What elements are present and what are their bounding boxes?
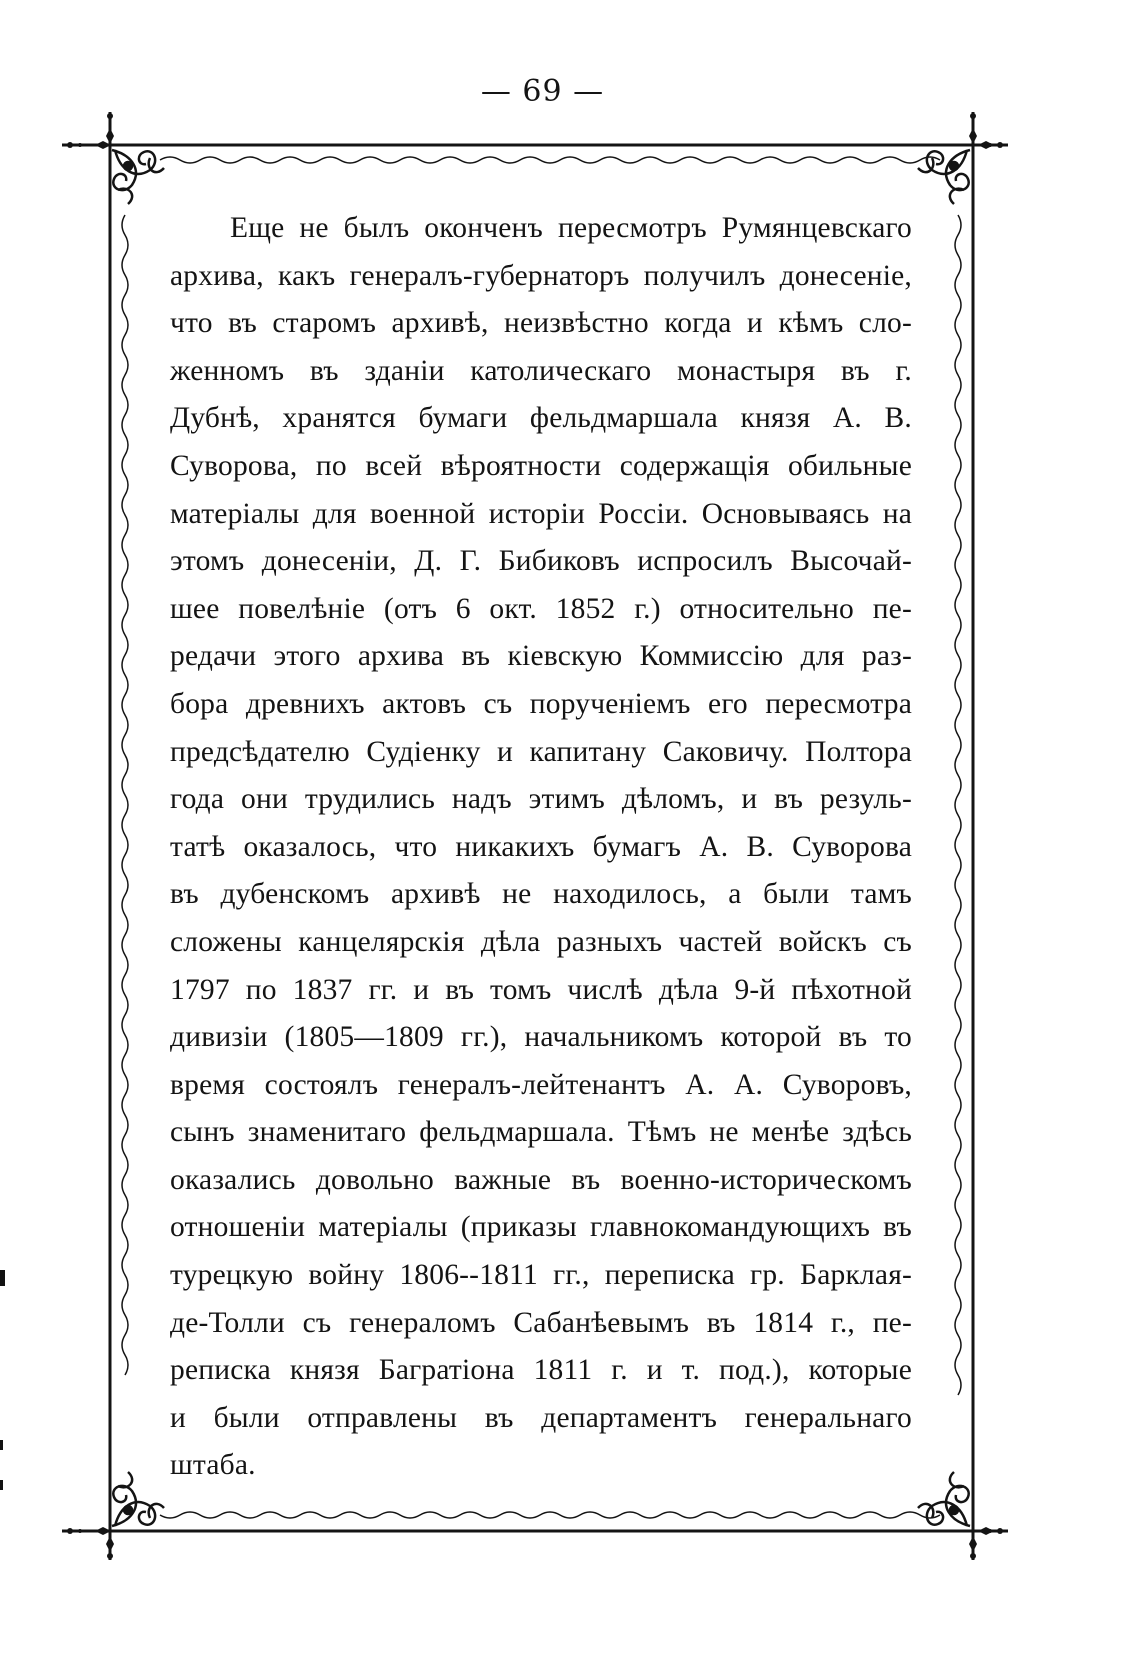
text-line: архива, какъ генералъ-губернаторъ получилъ донесеніе,: [170, 259, 912, 292]
text-line: сложены канцелярскія дѣла разныхъ частей войскъ съ: [170, 925, 912, 958]
text-line: матеріалы для военной исторіи Россіи. Основываясь на: [170, 497, 912, 530]
text-line: шее повелѣніе (отъ 6 окт. 1852 г.) относительно пе-: [170, 592, 912, 625]
scan-edge-mark: [0, 1480, 3, 1490]
text-line: реписка князя Багратіона 1811 г. и т. под.), которые: [170, 1354, 912, 1387]
corner-ornament-top-left: [112, 150, 164, 204]
text-line: редачи этого архива въ кіевскую Коммиссію для раз-: [170, 640, 912, 673]
text-line: года они трудились надъ этимъ дѣломъ, и въ резуль-: [170, 783, 912, 816]
scan-edge-mark: [0, 1270, 5, 1286]
text-line: и были отправлены въ департаментъ генеральнаго: [170, 1401, 912, 1434]
border-bottom-wave: [160, 1512, 940, 1518]
border-right-wave: [955, 215, 961, 1395]
text-line: отношеніи матеріалы (приказы главнокомандующихъ въ: [170, 1211, 912, 1244]
border-left-wave: [122, 215, 128, 1375]
text-line: дивизіи (1805—1809 гг.), начальникомъ которой въ то: [170, 1021, 912, 1054]
corner-ornament-bottom-left: [112, 1472, 164, 1526]
text-line: женномъ въ зданіи католическаго монастыря въ г.: [170, 354, 912, 387]
scan-edge-mark: [0, 1440, 3, 1450]
text-line: предсѣдателю Судіенку и капитану Саковичу. Полтора: [170, 735, 912, 768]
text-line: штаба.: [170, 1449, 256, 1482]
text-line: турецкую войну 1806--1811 гг., переписка гр. Барклая-: [170, 1259, 912, 1292]
text-line: время состоялъ генералъ-лейтенантъ А. А. Суворовъ,: [170, 1068, 912, 1101]
text-line: сынъ знаменитаго фельдмаршала. Тѣмъ не менѣе здѣсь: [170, 1116, 912, 1149]
text-line: этомъ донесеніи, Д. Г. Бибиковъ испросилъ Высочай-: [170, 545, 912, 578]
text-line: бора древнихъ актовъ съ порученіемъ его пересмотра: [170, 687, 912, 720]
text-line: 1797 по 1837 гг. и въ томъ числѣ дѣла 9-й пѣхотной: [170, 973, 912, 1006]
text-line: де-Толли съ генераломъ Сабанѣевымъ въ 1814 г., пе-: [170, 1306, 912, 1339]
corner-ornament-bottom-right: [918, 1472, 970, 1526]
body-paragraph: [170, 205, 912, 1490]
text-line: Суворова, по всей вѣроятности содержащія обильные: [170, 449, 912, 482]
text-line: Еще не былъ оконченъ пересмотръ Румянцевскаго: [230, 212, 912, 244]
border-top-wave: [160, 157, 940, 163]
text-line: что въ старомъ архивѣ, неизвѣстно когда и кѣмъ сло-: [170, 307, 912, 340]
text-line: оказались довольно важные въ военно-историческомъ: [170, 1163, 912, 1196]
text-line: въ дубенскомъ архивѣ не находилось, а были тамъ: [170, 878, 912, 911]
text-line: татѣ оказалось, что никакихъ бумагъ А. В. Суворова: [170, 830, 912, 863]
text-line: Дубнѣ, хранятся бумаги фельдмаршала князя А. В.: [170, 402, 912, 435]
page-number: — 69 —: [480, 74, 605, 109]
corner-ornament-top-right: [918, 150, 970, 204]
